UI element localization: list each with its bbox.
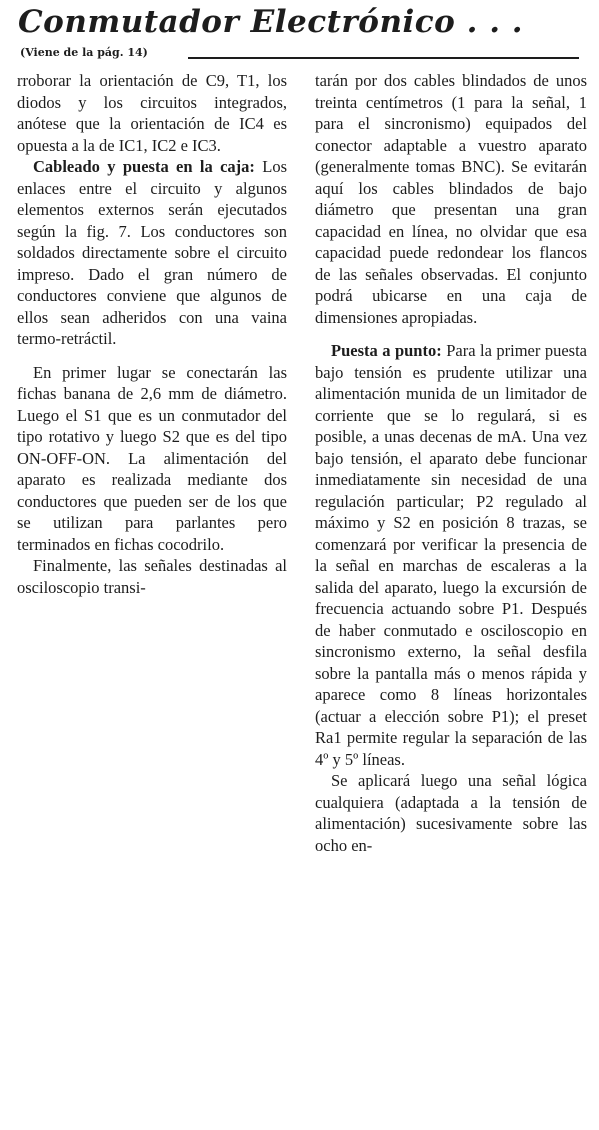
paragraph-puesta-a-punto	[315, 340, 587, 770]
right-column	[315, 70, 587, 856]
paragraph-puesta-text: Para la primer puesta bajo tensión es prudente utilizar una alimentación munida de un limitador de corriente que se lo regulará, si es posible, a unas decenas de mA. Una vez bajo tensión, el aparato debe funcionar inmediatamente sin necesidad de una regulación particular; P2 regulado al máximo y S2 en posición 8 trazas, se comenzará por verificar la presencia de la señal en marchas de escaleras a la salida del aparato, luego la excursión de frecuencia actuando sobre P1. Después de haber conmutado e osciloscopio en sincronismo externo, la señal desfila sobre la pantalla más o menos rápida y aparece como 8 líneas horizontales (actuar a elección sobre P1); el preset Ra1 permite regular la separación de las 4º y 5º líneas.	[315, 341, 588, 769]
paragraph-senal-logica: Se aplicará luego una señal lógica cualquiera (adaptada a la tensión de alimentación) sucesivamente sobre las ocho en-	[315, 771, 587, 855]
section-heading-cableado: Cableado y puesta en la caja:	[33, 157, 255, 176]
section-heading-puesta: Puesta a punto:	[331, 341, 442, 360]
page-title: Conmutador Electrónico . . .	[18, 4, 524, 40]
paragraph-senales: Finalmente, las señales destinadas al osciloscopio transi-	[17, 556, 287, 597]
continued-from-note: (Viene de la pág. 14)	[20, 46, 148, 59]
header-rule	[188, 57, 579, 59]
paragraph-cables: tarán por dos cables blindados de unos treinta centímetros (1 para la señal, 1 para el sincronismo) equipados del conector adaptable a vuestro aparato (generalmente tomas BNC). Se evitarán aquí los cables blindados de bajo diámetro que presentan una gran capacidad en línea, no olvidar que esa capacidad puede redondear los flancos de las señales observadas. El conjunto podrá ubicarse en una caja de dimensiones apropiadas.	[315, 71, 587, 327]
left-column	[17, 70, 287, 598]
paragraph-fichas: En primer lugar se conectarán las fichas banana de 2,6 mm de diámetro. Luego el S1 que es un conmutador del tipo rotativo y luego S2 que es del tipo ON-OFF-ON. La alimentación del aparato es realizada mediante dos conductores que pueden ser de los que se utilizan para parlantes pero terminados en fichas cocodrilo.	[17, 362, 287, 554]
paragraph-cableado-text: Los enlaces entre el circuito y algunos elementos externos serán ejecutados según la fig. 7. Los conductores son soldados directamente sobre el circuito impreso. Dado el gran número de conductores conviene que algunos de ellos sean adheridos con una vaina termo-retráctil.	[17, 157, 288, 348]
paragraph-cableado	[17, 156, 287, 350]
paragraph-orientation: rroborar la orientación de C9, T1, los diodos y los circuitos integrados, anótese que la orientación de IC4 es opuesta a la de IC1, IC2 e IC3.	[17, 71, 287, 155]
